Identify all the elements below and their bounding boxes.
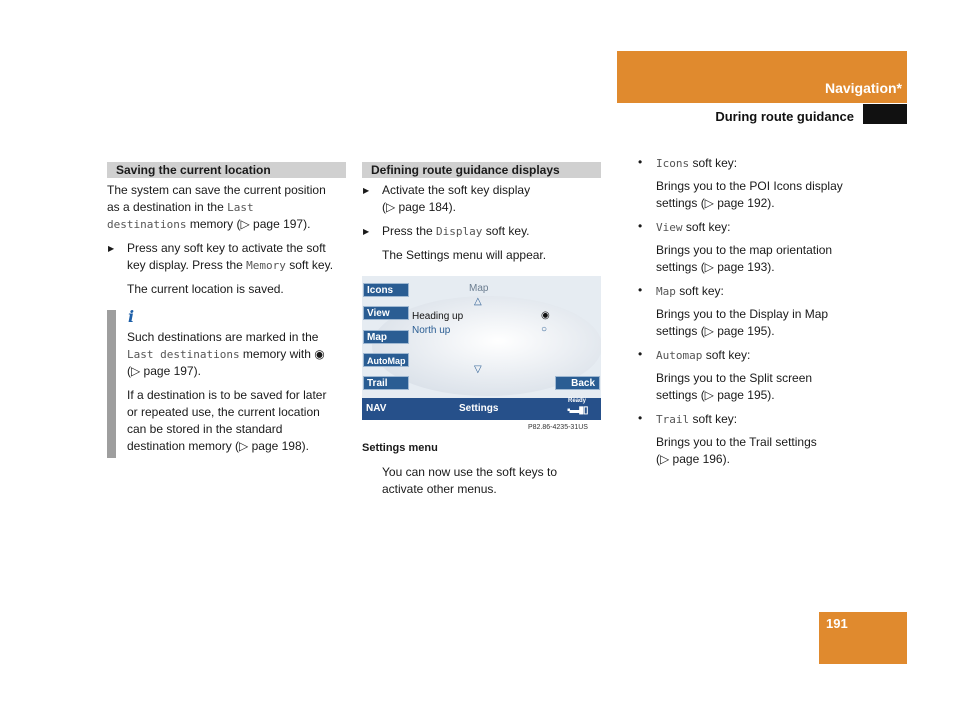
screen-top-label: Map (469, 283, 489, 294)
display-text: destinations (107, 218, 187, 231)
unselected-radio-icon[interactable]: ○ (541, 324, 548, 335)
list-item: • Map soft key: Brings you to the Display in Map settings (▷ page 195). (636, 283, 886, 340)
softkey-icons[interactable]: Icons (363, 283, 409, 297)
display-text: Automap (656, 349, 703, 362)
arrow-up-icon[interactable]: △ (474, 296, 482, 307)
option-north-up[interactable]: North up (412, 325, 451, 336)
display-text: View (656, 221, 683, 234)
section-title: During route guidance (715, 109, 854, 124)
status-nav: NAV (366, 403, 387, 414)
column-saving-location: Saving the current location The system can save the current position as a destination in the Last destinations memory (▷ page 197). ▶ Press any soft key to activate the soft key display. Press the Memory soft key. The current location is saved. (107, 162, 346, 298)
paragraph: The system can save the current position (107, 183, 326, 197)
result-text: The current location is saved. (127, 282, 284, 296)
step-item: ▶ Press the Display soft key. (362, 223, 601, 240)
outro-text: You can now use the soft keys to activate other menus. (382, 465, 558, 496)
display-text: Icons (656, 157, 690, 170)
info-note: Such destinations are marked in the Last destinations memory with ◉ (▷ page 197). If a destination is to be saved for later or repeated use, the current location can be stored in the standard destination memory (▷ page 198). (127, 330, 327, 453)
softkey-view[interactable]: View (363, 306, 409, 320)
list-item: • Automap soft key: Brings you to the Split screen settings (▷ page 195). (636, 347, 886, 404)
step-item: ▶ Activate the soft key display (▷ page 184). (362, 182, 601, 216)
chapter-title: Navigation* (824, 80, 902, 96)
list-item: • View soft key: Brings you to the map orientation settings (▷ page 193). (636, 219, 886, 276)
display-text: Memory (246, 259, 286, 272)
column-route-guidance (362, 162, 601, 264)
figure-caption: Settings menu (362, 442, 438, 454)
result-text: The Settings menu will appear. (382, 248, 547, 262)
display-text: Map (656, 285, 676, 298)
section-marker (863, 104, 907, 124)
page-number: 191 (826, 616, 848, 631)
list-item: • Trail soft key: Brings you to the Trail settings (▷ page 196). (636, 411, 886, 468)
status-bar (362, 398, 601, 420)
option-heading-up[interactable]: Heading up (412, 311, 464, 322)
selected-radio-icon[interactable]: ◉ (541, 310, 550, 321)
softkey-back[interactable]: Back (555, 376, 600, 390)
image-code: P82.86-4235-31US (528, 424, 588, 431)
column-softkeys (636, 155, 886, 468)
section-heading: Saving the current location (107, 162, 346, 178)
softkey-trail[interactable]: Trail (363, 376, 409, 390)
display-text: Last destinations (127, 348, 240, 361)
softkey-map[interactable]: Map (363, 330, 409, 344)
softkey-automap[interactable]: AutoMap (363, 353, 409, 367)
arrow-down-icon[interactable]: ▽ (474, 364, 482, 375)
settings-screen (362, 276, 601, 420)
list-item: • Icons soft key: Brings you to the POI Icons display settings (▷ page 192). (636, 155, 886, 212)
status-settings: Settings (459, 403, 499, 414)
info-bar (107, 310, 116, 458)
display-text: Trail (656, 413, 690, 426)
status-ready: Ready (568, 398, 587, 404)
info-icon: i (128, 307, 135, 326)
display-text: Last (227, 201, 254, 214)
step-item: ▶ Press any soft key to activate the soft key display. Press the Memory soft key. (107, 240, 346, 274)
section-heading: Defining route guidance displays (362, 162, 601, 178)
display-text: Display (436, 225, 483, 238)
signal-icon: ▪▬▮▯ (567, 405, 588, 416)
